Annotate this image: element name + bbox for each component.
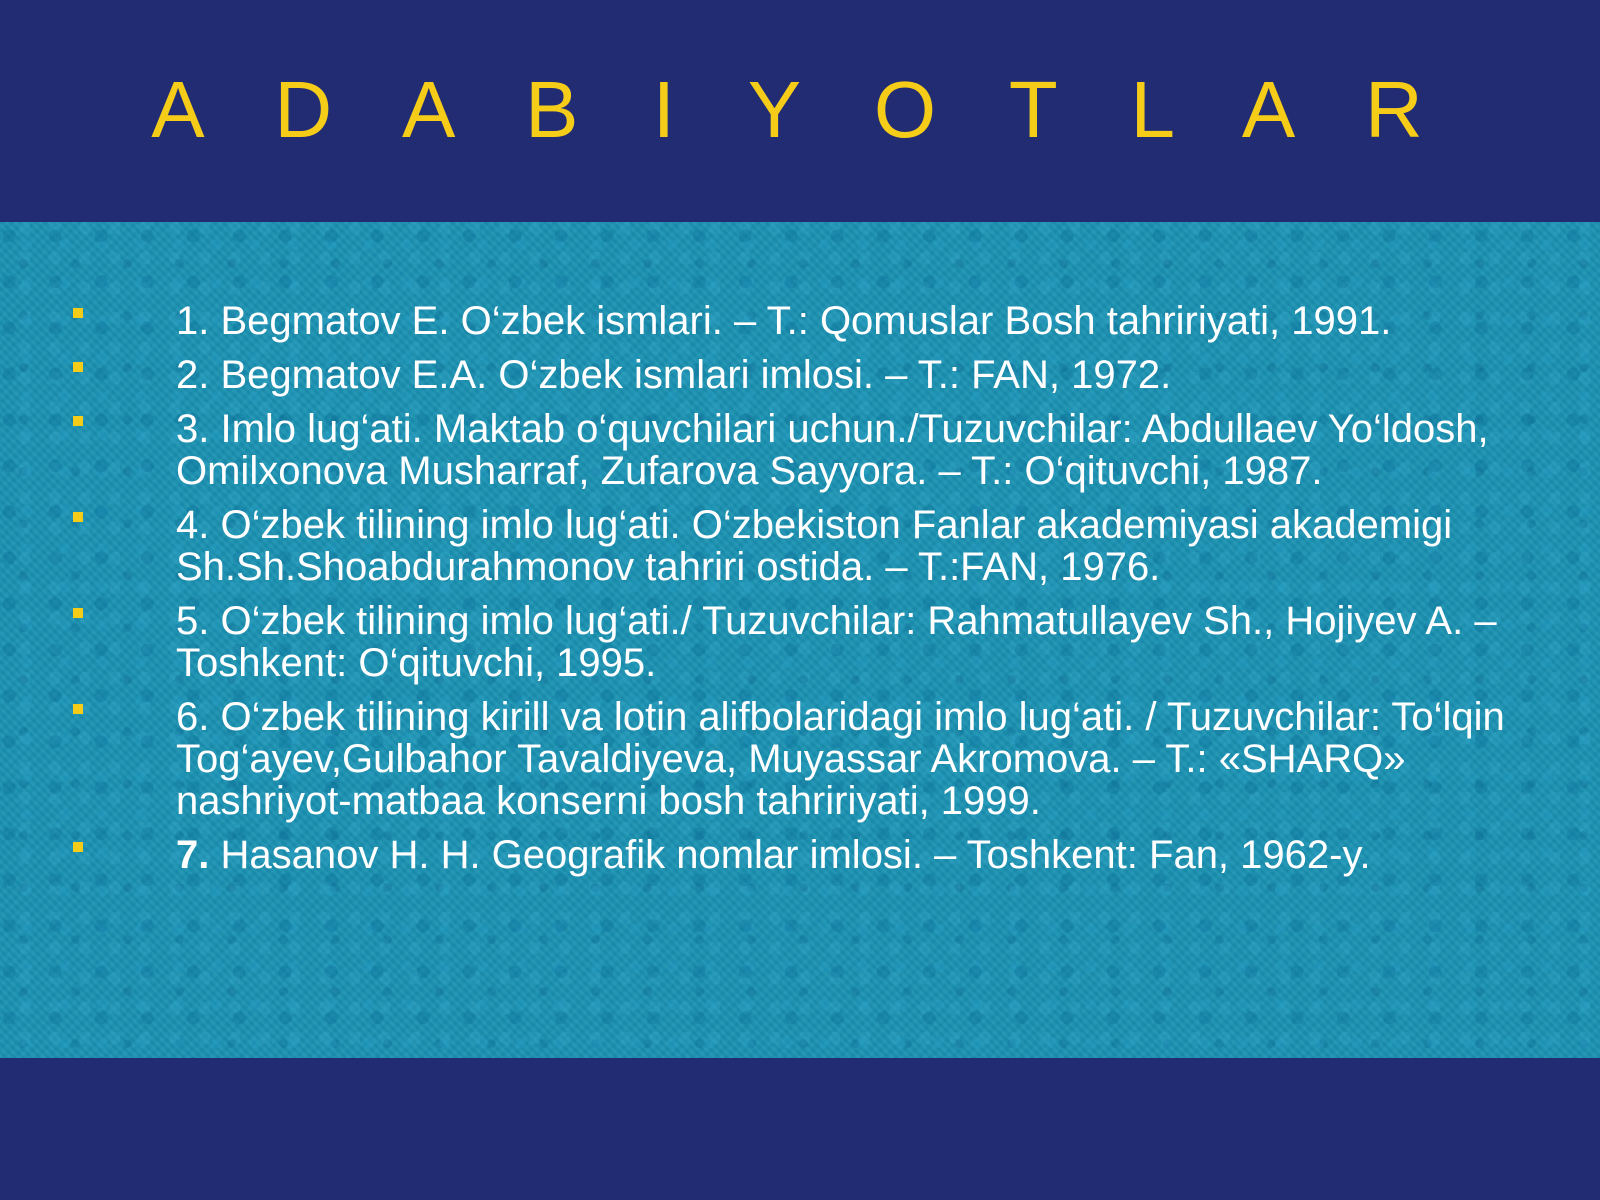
reference-number: 3. (176, 407, 210, 451)
reference-number: 6. (176, 695, 210, 739)
reference-text: Hasanov H. H. Geografik nomlar imlosi. – Toshkent: Fan, 1962-y. (209, 833, 1371, 877)
reference-number: 4. (176, 503, 210, 547)
reference-number: 5. (176, 599, 210, 643)
reference-text: Begmatov E.A. O‘zbek ismlari imlosi. – T.: FAN, 1972. (209, 353, 1172, 397)
reference-list (0, 300, 1600, 888)
reference-text: O‘zbek tilining kirill va lotin alifbolaridagi imlo lug‘ati. / Tuzuvchilar: To‘lqin Tog‘ayev,Gulbahor Tavaldiyeva, Muyassar Akromova. – T.: «SHARQ» nashriyot-matbaa konserni bosh tahririyati, 1999. (176, 695, 1505, 823)
reference-text: O‘zbek tilining imlo lug‘ati. O‘zbekiston Fanlar akademiyasi akademigi Sh.Sh.Shoabdurahmonov tahriri ostida. – T.:FAN, 1976. (176, 503, 1453, 589)
square-bullet-icon (73, 308, 83, 318)
square-bullet-icon (73, 608, 83, 618)
reference-item (0, 408, 1600, 492)
title-band (0, 0, 1600, 220)
slide-title: A D A B I Y O T L A R (151, 65, 1449, 154)
reference-item (0, 504, 1600, 588)
reference-number: 1. (176, 299, 210, 343)
reference-number: 2. (176, 353, 210, 397)
reference-number: 7. (176, 833, 210, 877)
reference-item (0, 696, 1600, 822)
reference-item (0, 300, 1600, 342)
reference-text: O‘zbek tilining imlo lug‘ati./ Tuzuvchilar: Rahmatullayev Sh., Hojiyev A. – Toshkent: O‘qituvchi, 1995. (176, 599, 1497, 685)
square-bullet-icon (73, 704, 83, 714)
reference-item (0, 600, 1600, 684)
square-bullet-icon (73, 512, 83, 522)
reference-item (0, 354, 1600, 396)
reference-item (0, 834, 1600, 876)
square-bullet-icon (73, 842, 83, 852)
reference-text: Begmatov E. O‘zbek ismlari. – T.: Qomuslar Bosh tahririyati, 1991. (209, 299, 1392, 343)
reference-text: Imlo lug‘ati. Maktab o‘quvchilari uchun./Tuzuvchilar: Abdullaev Yo‘ldosh, Omilxonova Musharraf, Zufarova Sayyora. – T.: O‘qituvchi, 1987. (176, 407, 1489, 493)
square-bullet-icon (73, 416, 83, 426)
square-bullet-icon (73, 362, 83, 372)
